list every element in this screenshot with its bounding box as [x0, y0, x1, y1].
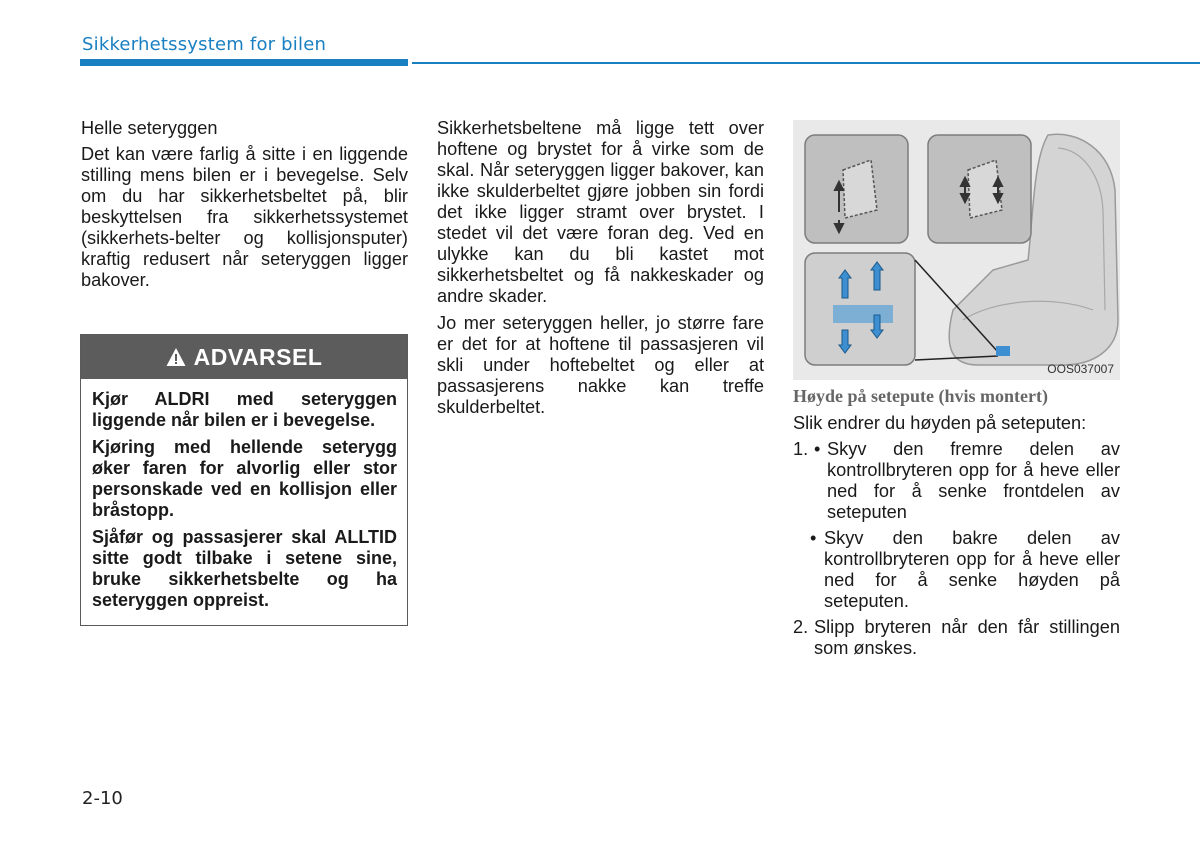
list-number: 2. [793, 617, 809, 637]
warning-box [80, 334, 408, 626]
warning-paragraph: Kjør ALDRI med seteryggen liggende når bilen er i bevegelse. [92, 389, 397, 430]
instruction-list [793, 439, 1120, 659]
paragraph-belt: Sikkerhetsbeltene må ligge tett over hoftene og brystet for å virke som de skal. Når seteryggen ligger bakover, kan ikke skulderbeltet gjøre jobben sin fordi det ikke ligger stramt over brystet. I stedet vil det være foran deg. Ved en ulykke kan du bli kastet mot sikkerhetsbeltet og få nakkeskader og andre skader. [437, 118, 764, 306]
list-item [793, 439, 1120, 523]
column-right [793, 386, 1120, 664]
warning-paragraph: Kjøring med hellende seterygg øker faren for alvorlig eller stor personskade ved en kollisjon eller bråstopp. [92, 437, 397, 520]
header-rule-thin [412, 62, 1200, 64]
section-title: Sikkerhetssystem for bilen [82, 34, 327, 55]
page-number: 2-10 [82, 788, 123, 809]
warning-triangle-icon [166, 347, 186, 367]
figure-code: OOS037007 [1047, 362, 1114, 376]
seat-height-figure [793, 120, 1120, 380]
list-text: Skyv den bakre delen av kontrollbryteren opp for å heve eller ned for å senke høyden på seteputen. [824, 528, 1120, 611]
list-text: Slipp bryteren når den får stillingen som ønskes. [814, 617, 1120, 658]
warning-header [81, 335, 407, 379]
header-rule-thick [80, 59, 408, 66]
paragraph-recline: Det kan være farlig å sitte i en liggende stilling mens bilen er i bevegelse. Selv om du har sikkerhetsbeltet på, blir beskyttelsen fra sikkerhetssystemet (sikkerhets-belter og kollisjonsputer) kraftig redusert når seteryggen ligger bakover. [81, 144, 408, 290]
list-number: 1. [793, 439, 809, 459]
warning-paragraph: Sjåfør og passasjerer skal ALLTID sitte godt tilbake i setene sine, bruke sikkerhetsbelte og ha seteryggen oppreist. [92, 527, 397, 610]
column-left [81, 118, 408, 297]
warning-body [81, 379, 407, 611]
list-text: Skyv den fremre delen av kontrollbryteren opp for å heve eller ned for å senke frontdelen av seteputen [827, 439, 1120, 522]
paragraph-belt-risk: Jo mer seteryggen heller, jo større fare er det for at hoftene til passasjeren vil skli under hoftebeltet og eller at passasjerens nakke kan treffe skulderbeltet. [437, 313, 764, 417]
seat-illustration [793, 120, 1120, 380]
warning-title: ADVARSEL [193, 343, 323, 370]
list-item [793, 528, 1120, 612]
bullet: • [814, 439, 821, 459]
intro-text: Slik endrer du høyden på seteputen: [793, 413, 1087, 433]
subheading-seat-height: Høyde på setepute (hvis montert) [793, 386, 1048, 406]
column-middle [437, 118, 764, 424]
bullet: • [810, 528, 817, 548]
list-item [793, 617, 1120, 659]
heading-recline: Helle seteryggen [81, 118, 218, 138]
